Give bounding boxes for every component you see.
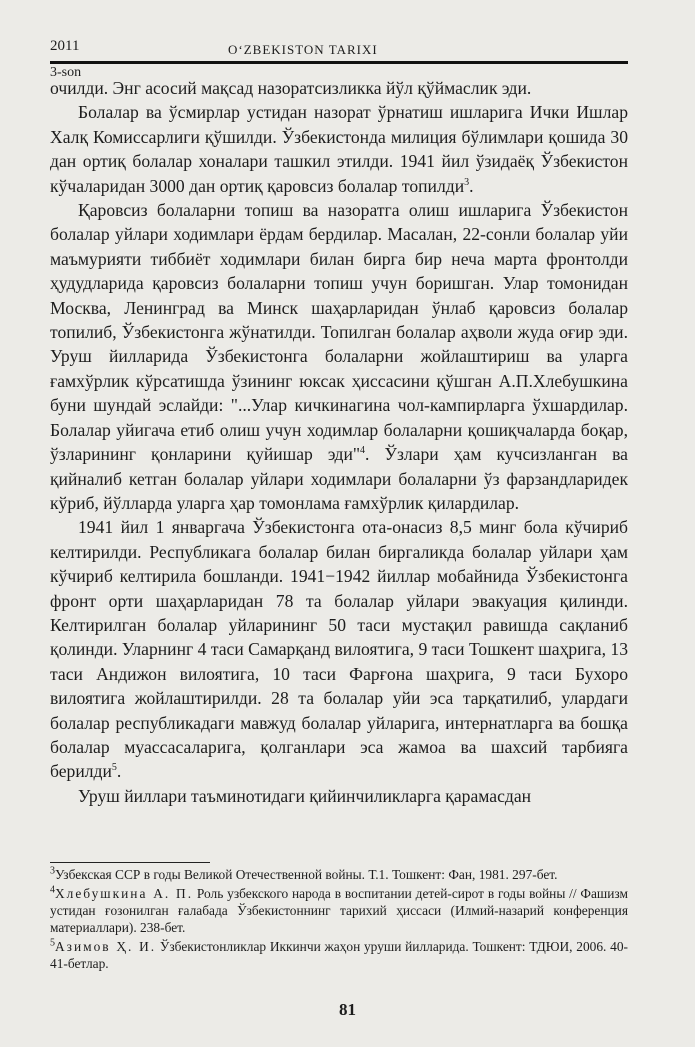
- footnote-rule: [50, 862, 210, 863]
- paragraph-continued: очилди. Энг асосий мақсад назоратсизликка йўл қўймаслик эди.: [50, 78, 532, 98]
- footnote: $^5$Азимов Ҳ. И. Ўзбекистонликлар Иккинчи жаҳон уруши йилларида. Тошкент: ТДЮИ, 2006. 40-41-бетлар.: [50, 937, 628, 971]
- footnotes: [50, 866, 628, 974]
- journal-title: O‘ZBEKISTON TARIXI: [228, 42, 378, 57]
- footnote-ref-5: 5: [111, 762, 117, 774]
- paragraph: Қаровсиз болаларни топиш ва назоратга олиш ишларига Ўзбекистон болалар уйлари ходимлари ёрдам бердилар. Масалан, 22-сонли болалар уйи маъмурияти тиббиёт ходимлари билан бирга бир неча марта фронтолди ҳудудларида қаровсиз болаларни топиш учун боришган. Улар томонидан Москва, Ленинград ва Минск шаҳарларидан ўнлаб қаровсиз болалар топилиб, Ўзбекистонга жўнатилди. Топилган болалар аҳволи жуда оғир эди. Уруш йилларида Ўзбекистонга болаларни жойлаштириш ва уларга ғамхўрлик кўрсатишда ўзининг юксак ҳиссасини қўшган А.П.Хлебушкина буни шундай эслайди: "...Улар кичкинагина чол-кампирларга ўхшардилар. Болалар уйигача етиб олиш учун ходимлар болаларни қошиқчаларда боқар, ўзларининг қонларини қуйишар эди"$^4$. Ўзлари ҳам кучсизланган ва қийналиб кетган болалар уйлари ходимлари болаларни ўз фарзандларидек кўриб, йўлларда уларга ҳар томонлама ғамхўрлик қилардилар.: [50, 200, 628, 513]
- paragraph: Болалар ва ўсмирлар устидан назорат ўрнатиш ишларига Ички Ишлар Халқ Комиссарлиги қўшилди. Ўзбекистонда милиция бўлимлари қошида 30 дан ортиқ болалар хоналари ташкил этилди. 1941 йил ўзидаёқ Ўзбекистон кўчаларидан 3000 дан ортиқ қаровсиз болалар топилди$^3$.: [50, 102, 628, 196]
- footnote: $^3$Узбекская ССР в годы Великой Отечественной войны. Т.1. Тошкент: Фан, 1981. 297-бет.: [50, 865, 558, 882]
- journal-issue: 3-son: [50, 65, 82, 80]
- paragraph: 1941 йил 1 январгача Ўзбекистонга ота-онасиз 8,5 минг бола кўчириб келтирилди. Республикага болалар билан биргаликда болалар уйлари ҳам кўчириб келтирила бошланди. 1941−1942 йиллар мобайнида Ўзбекистонга фронт орти шаҳарларидан 78 та болалар уйлари эвакуация қилинди. Келтирилган болалар уйларининг 50 таси мустақил равишда сақланиб қолинди. Уларнинг 4 таси Самарқанд вилоятига, 9 таси Тошкент шаҳрига, 13 таси Андижон вилоятига, 10 таси Фарғона шаҳрига, 9 таси Бухоро вилоятига жойлаштирилди. 28 та болалар уйи эса тарқатилиб, улардаги болалар республикадаги мавжуд болалар уйларига, интернатларга ва бошқа болалар муассасаларига, қолганлари эса жамоа ва шахсий тарбияга берилди$^5$.: [50, 517, 628, 782]
- paragraph-last-line: Уруш йиллари таъминотидаги қийинчиликларга қарамасдан: [78, 785, 532, 806]
- header-rule: [50, 61, 628, 64]
- body-text: [50, 76, 628, 808]
- journal-year: 2011: [50, 38, 80, 54]
- page-number: 81: [339, 1000, 356, 1019]
- footnote-ref-3: 3: [464, 176, 470, 188]
- running-head: [50, 38, 628, 60]
- footnote: $^4$Хлебушкина А. П. Роль узбекского народа в воспитании детей-сирот в годы войны // Фашизм устидан ғозонилган ғалабада Ўзбекистоннинг тарихий ҳиссаси (Илмий-назарий конференция материаллари). 238-бет.: [50, 884, 628, 935]
- footnote-ref-4: 4: [360, 445, 366, 457]
